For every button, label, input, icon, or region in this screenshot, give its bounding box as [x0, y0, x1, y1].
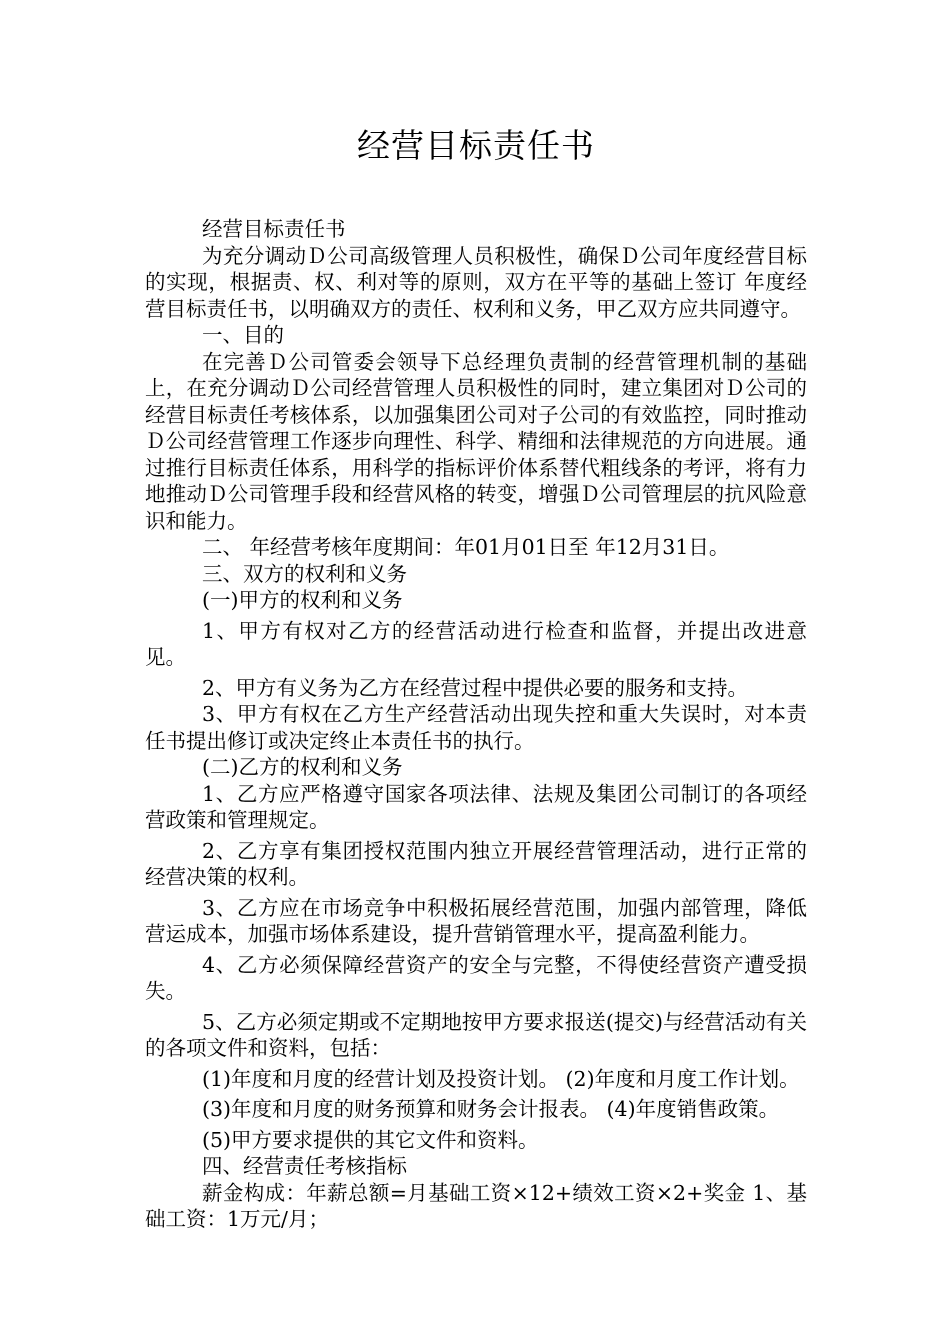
document-body — [145, 216, 807, 1233]
list-item-party-a-2: 2、甲方有义务为乙方在经营过程中提供必要的服务和支持。 — [202, 675, 749, 700]
section-heading-period: 二、 年经营考核年度期间：年01月01日至 年12月31日。 — [202, 535, 730, 559]
list-item-party-b-3: 3、乙方应在市场竞争中积极拓展经营范围，加强内部管理，降低营运成本，加强市场体系建设，提升营销管理水平，提高盈利能力。 — [145, 895, 807, 946]
list-item-party-a-1: 1、甲方有权对乙方的经营活动进行检查和监督，并提出改进意见。 — [145, 618, 807, 669]
section-heading-indicators: 四、经营责任考核指标 — [202, 1154, 407, 1178]
list-item-party-b-1: 1、乙方应严格遵守国家各项法律、法规及集团公司制订的各项经营政策和管理规定。 — [145, 781, 807, 832]
list-item-party-b-4: 4、乙方必须保障经营资产的安全与完整，不得使经营资产遭受损失。 — [145, 952, 807, 1003]
paragraph-intro: 为充分调动Ｄ公司高级管理人员积极性，确保Ｄ公司年度经营目标的实现，根据责、权、利对等的原则，双方在平等的基础上签订 年度经营目标责任书，以明确双方的责任、权利和义务，甲乙双方应共同遵守。 — [145, 243, 807, 321]
section-heading-purpose: 一、目的 — [202, 323, 284, 347]
document-page — [145, 118, 807, 1233]
paragraph-purpose: 在完善Ｄ公司管委会领导下总经理负责制的经营管理机制的基础上，在充分调动Ｄ公司经营管理人员积极性的同时，建立集团对Ｄ公司的经营目标责任考核体系，以加强集团公司对子公司的有效监控，同时推动Ｄ公司经营管理工作逐步向理性、科学、精细和法律规范的方向进展。通过推行目标责任体系，用科学的指标评价体系替代粗线条的考评，将有力地推动Ｄ公司管理手段和经营风格的转变，增强Ｄ公司管理层的抗风险意识和能力。 — [145, 349, 807, 533]
subsection-heading-party-a: (一)甲方的权利和义务 — [202, 588, 403, 612]
section-heading-rights: 三、双方的权利和义务 — [202, 561, 407, 586]
document-title: 经营目标责任书 — [357, 126, 595, 165]
list-item-party-a-3: 3、甲方有权在乙方生产经营活动出现失控和重大失误时，对本责任书提出修订或决定终止本责任书的执行。 — [145, 702, 807, 753]
subsection-heading-party-b: (二)乙方的权利和义务 — [202, 755, 403, 779]
list-item-party-b-5: 5、乙方必须定期或不定期地按甲方要求报送(提交)与经营活动有关的各项文件和资料，包括： — [145, 1009, 807, 1060]
list-item-party-b-2: 2、乙方享有集团授权范围内独立开展经营管理活动，进行正常的经营决策的权利。 — [145, 838, 807, 889]
list-item-documents-5: (5)甲方要求提供的其它文件和资料。 — [202, 1127, 539, 1152]
paragraph-salary: 薪金构成：年薪总额=月基础工资×12+绩效工资×2+奖金 1、基础工资：1万元/月； — [145, 1180, 807, 1231]
list-item-documents-3-4: (3)年度和月度的财务预算和财务会计报表。 (4)年度销售政策。 — [202, 1097, 780, 1121]
list-item-documents-1-2: (1)年度和月度的经营计划及投资计划。 (2)年度和月度工作计划。 — [202, 1066, 800, 1091]
paragraph-heading: 经营目标责任书 — [202, 217, 346, 241]
